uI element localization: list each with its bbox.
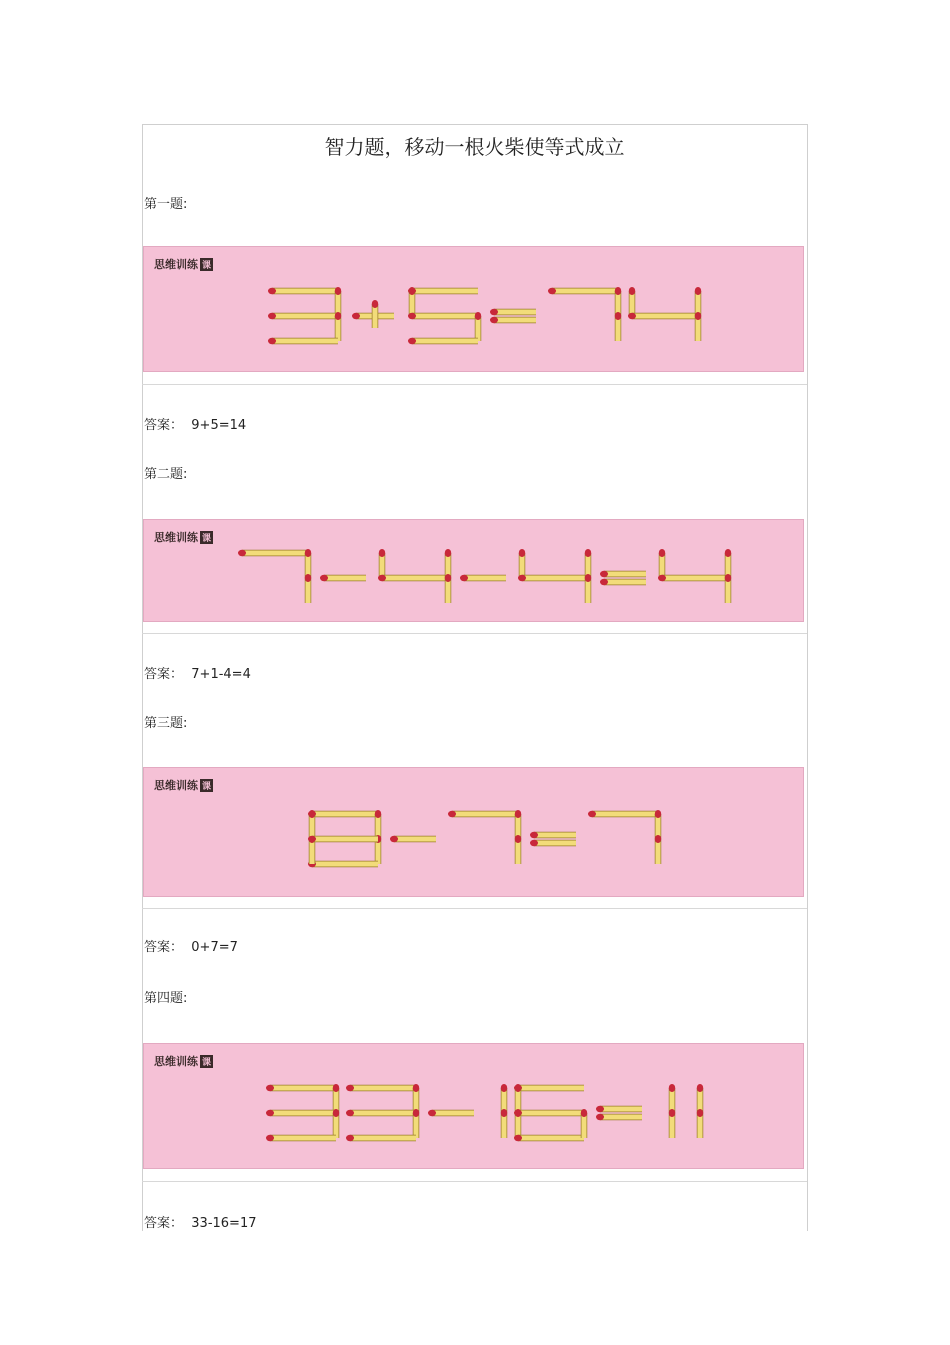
puzzle-1-label: 第一题: — [144, 197, 188, 212]
match-4-f — [629, 287, 635, 316]
match-7-a — [238, 550, 308, 556]
match-7-b — [515, 810, 521, 839]
puzzle-1-image — [143, 246, 804, 372]
match-3-c — [333, 1109, 339, 1138]
match-4-c — [445, 574, 451, 603]
match-4-b — [585, 549, 591, 578]
match-7-b — [615, 287, 621, 316]
match-7-c — [515, 835, 521, 864]
minus — [460, 575, 506, 581]
match-6-c — [581, 1109, 587, 1138]
match-4-b — [725, 549, 731, 578]
match-1-c — [697, 1109, 703, 1138]
match-4-c — [725, 574, 731, 603]
match-3-b — [333, 1084, 339, 1113]
equals-top — [600, 571, 646, 577]
match-6-g — [514, 1110, 584, 1116]
match-3-d — [346, 1135, 416, 1141]
match-5-f — [409, 287, 415, 316]
match-7-c — [655, 835, 661, 864]
match-1-b — [501, 1084, 507, 1113]
equals-top — [596, 1106, 642, 1112]
match-4-b — [445, 549, 451, 578]
match-7-a — [548, 288, 618, 294]
match-4-g — [628, 313, 698, 319]
match-6-e — [515, 1109, 521, 1138]
match-3-c — [335, 312, 341, 341]
match-7-b — [655, 810, 661, 839]
divider — [142, 908, 807, 909]
equals-top — [490, 309, 536, 315]
plus-v — [372, 300, 378, 328]
puzzle-2-label: 第二题: — [144, 467, 188, 482]
match-3-c — [413, 1109, 419, 1138]
match-5-a — [408, 288, 478, 294]
equals-bottom — [596, 1114, 642, 1120]
divider — [142, 384, 807, 385]
match-4-b — [695, 287, 701, 316]
match-6-a — [514, 1085, 584, 1091]
match-1-c — [669, 1109, 675, 1138]
match-7-a — [448, 811, 518, 817]
minus — [320, 575, 366, 581]
match-3-g — [346, 1110, 416, 1116]
match-7-b — [305, 549, 311, 578]
minus — [390, 836, 436, 842]
puzzle-3-image — [143, 767, 804, 897]
puzzle-3-logo: 思维训练 课 — [154, 779, 212, 792]
divider — [142, 1181, 807, 1182]
match-3-d — [268, 338, 338, 344]
puzzle-3-answer: 答案： 0+7=7 — [144, 940, 238, 955]
puzzle-3-label: 第三题: — [144, 716, 188, 731]
match-6-f — [515, 1084, 521, 1113]
match-5-g — [408, 313, 478, 319]
match-3-a — [346, 1085, 416, 1091]
puzzle-2-logo: 思维训练 课 — [154, 531, 212, 544]
match-3-g — [266, 1110, 336, 1116]
minus — [428, 1110, 474, 1116]
match-6-d — [514, 1135, 584, 1141]
puzzle-4-image — [143, 1043, 804, 1169]
puzzle-1-logo: 思维训练 课 — [154, 258, 212, 271]
equals-top — [530, 832, 576, 838]
puzzle-4-answer: 答案： 33-16=17 — [144, 1216, 257, 1231]
equals-bottom — [490, 317, 536, 323]
match-1-b — [697, 1084, 703, 1113]
match-7-c — [615, 312, 621, 341]
match-3-a — [266, 1085, 336, 1091]
match-3-a — [268, 288, 338, 294]
match-8-a — [308, 811, 378, 817]
match-1-c — [501, 1109, 507, 1138]
match-5-d — [408, 338, 478, 344]
equals-bottom — [600, 579, 646, 585]
puzzle-4-logo: 思维训练 课 — [154, 1055, 212, 1068]
match-4-c — [695, 312, 701, 341]
match-3-b — [335, 287, 341, 316]
match-7-c — [305, 574, 311, 603]
match-3-b — [413, 1084, 419, 1113]
match-1-b — [669, 1084, 675, 1113]
divider — [142, 633, 807, 634]
match-3-d — [266, 1135, 336, 1141]
match-8-d — [308, 861, 378, 867]
equals-bottom — [530, 840, 576, 846]
match-4-c — [585, 574, 591, 603]
match-4-f — [379, 549, 385, 578]
match-5-c — [475, 312, 481, 341]
puzzle-2-answer: 答案： 7+1-4=4 — [144, 667, 251, 682]
page-title: 智力题，移动一根火柴使等式成立 — [324, 135, 625, 159]
match-4-g — [518, 575, 588, 581]
match-8-f — [309, 810, 315, 839]
match-8-g — [308, 836, 378, 842]
match-8-b — [375, 810, 381, 839]
match-4-f — [519, 549, 525, 578]
match-4-f — [659, 549, 665, 578]
puzzle-2-image — [143, 519, 804, 622]
puzzle-4-label: 第四题: — [144, 991, 188, 1006]
puzzle-1-answer: 答案： 9+5=14 — [144, 418, 247, 433]
match-3-g — [268, 313, 338, 319]
match-7-a — [588, 811, 658, 817]
match-4-g — [378, 575, 448, 581]
match-4-g — [658, 575, 728, 581]
